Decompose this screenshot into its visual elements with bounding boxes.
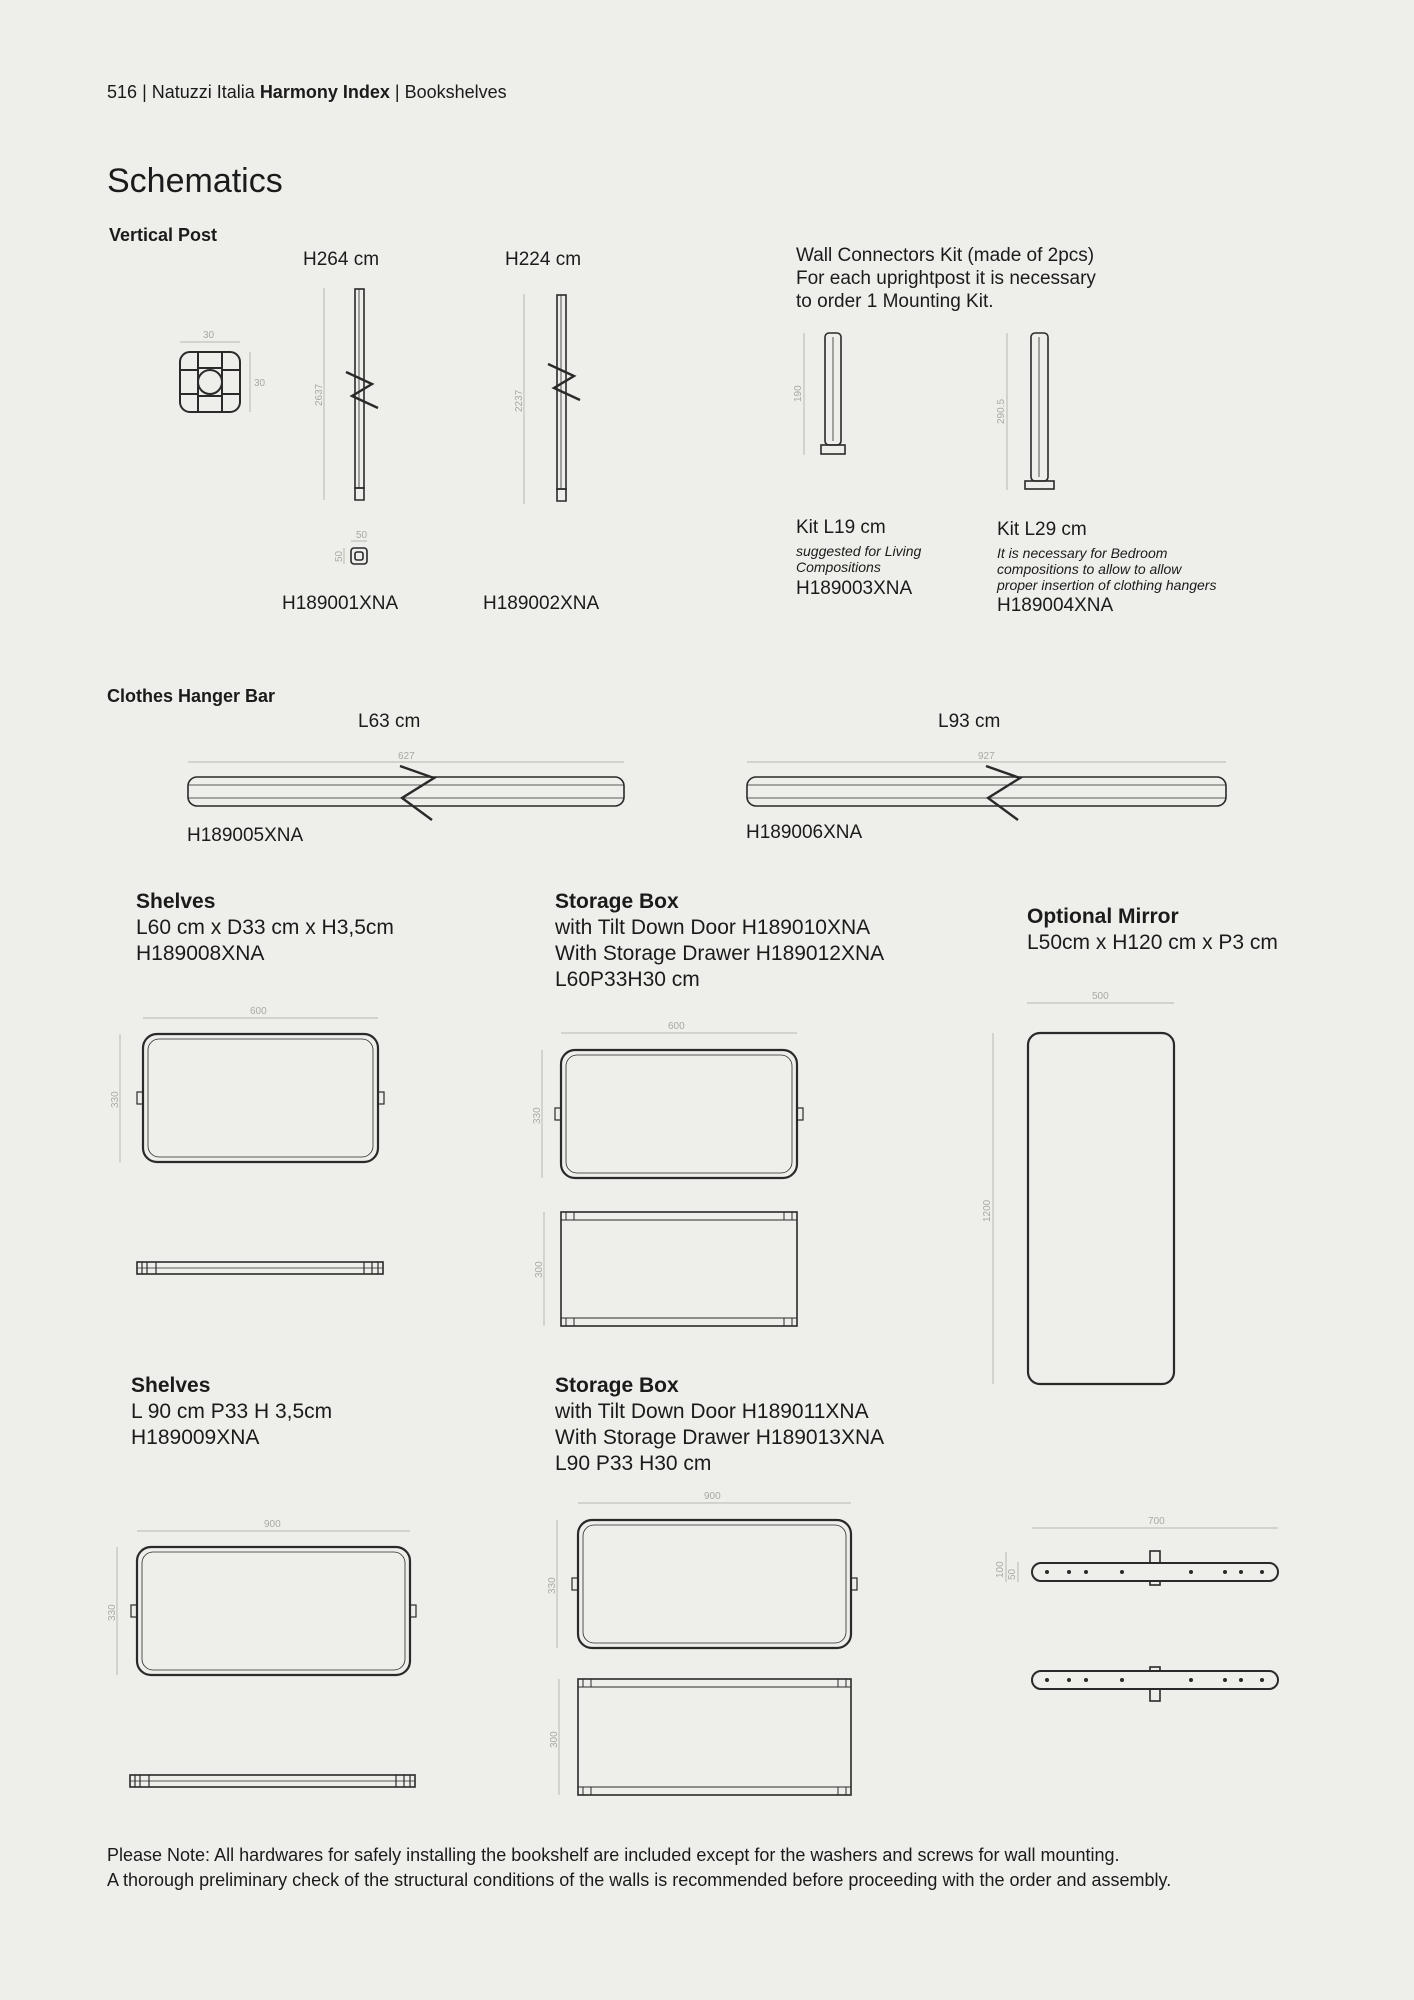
storage-60-top-drawing	[532, 1021, 803, 1178]
bracket-w-dim: 700	[1148, 1516, 1165, 1527]
kit-l29-dim: 290.5	[996, 398, 1007, 424]
post-b-drawing	[514, 294, 580, 504]
shelf-90-d-dim: 330	[107, 1604, 118, 1621]
kit-l19-drawing	[793, 333, 845, 455]
post-a-code: H189001XNA	[282, 593, 399, 614]
foot-w-dim: 50	[356, 530, 368, 541]
storage-90-h-dim: 300	[549, 1731, 560, 1748]
bar-b-drawing	[747, 751, 1226, 820]
mirror-bracket-bottom-drawing	[1032, 1667, 1278, 1701]
mirror-h-dim: 1200	[982, 1199, 993, 1222]
bar-a-code: H189005XNA	[187, 825, 304, 846]
storage-90-d-dim: 330	[547, 1577, 558, 1594]
shelves-90-info: Shelves L 90 cm P33 H 3,5cm H189009XNA	[131, 1374, 333, 1449]
post-b-dim: 2237	[514, 389, 525, 412]
installation-note: Please Note: All hardwares for safely installing the bookshelf are included except for the washers and screws for wall mounting. A thorough preliminary check of the structural conditions of the walls is recommended before proceeding with the order and assembly.	[107, 1845, 1172, 1890]
profile-h-dim: 30	[254, 378, 266, 389]
post-a-height: H264 cm	[303, 249, 380, 270]
storage-60-front-drawing	[534, 1212, 797, 1326]
shelf-60-w-dim: 600	[250, 1006, 267, 1017]
mirror-bracket-top-drawing	[995, 1516, 1278, 1585]
profile-w-dim: 30	[203, 330, 215, 341]
post-b-code: H189002XNA	[483, 593, 600, 614]
storage-90-info: Storage Box with Tilt Down Door H189011XNA With Storage Drawer H189013XNA L90 P33 H30 cm	[555, 1374, 885, 1475]
shelf-60-top-drawing	[110, 1006, 384, 1162]
kit-l19-info: Kit L19 cm suggested for Living Compositions H189003XNA	[796, 517, 922, 599]
foot-h-dim: 50	[334, 550, 345, 562]
storage-90-front-drawing	[549, 1679, 851, 1795]
category-name: Bookshelves	[404, 82, 507, 102]
storage-90-w-dim: 900	[704, 1491, 721, 1502]
storage-60-info: Storage Box with Tilt Down Door H189010XNA With Storage Drawer H189012XNA L60P33H30 cm	[555, 890, 885, 991]
page-title: Schematics	[107, 162, 283, 200]
mirror-info: Optional Mirror L50cm x H120 cm x P3 cm	[1027, 905, 1278, 954]
storage-60-d-dim: 330	[532, 1107, 543, 1124]
page-header: 516 | Natuzzi Italia Harmony Index | Bookshelves	[107, 82, 507, 102]
bar-b-dim: 927	[978, 751, 995, 762]
shelf-90-side-drawing	[130, 1775, 415, 1787]
index-name: Harmony Index	[259, 82, 390, 102]
bar-a-dim: 627	[398, 751, 415, 762]
bracket-h-dim: 100	[995, 1561, 1006, 1578]
hanger-bar-label: Clothes Hanger Bar	[107, 686, 276, 706]
mirror-drawing	[982, 991, 1174, 1384]
bar-b-length: L93 cm	[938, 711, 1001, 732]
storage-60-h-dim: 300	[534, 1261, 545, 1278]
post-profile-drawing	[180, 330, 266, 412]
kit-l29-drawing	[996, 333, 1054, 490]
shelf-60-d-dim: 330	[110, 1091, 121, 1108]
post-b-height: H224 cm	[505, 249, 582, 270]
storage-60-w-dim: 600	[668, 1021, 685, 1032]
mirror-w-dim: 500	[1092, 991, 1109, 1002]
post-a-dim: 2637	[314, 383, 325, 406]
page-number: 516	[107, 82, 138, 102]
bar-a-drawing	[188, 751, 624, 820]
storage-90-top-drawing	[547, 1491, 857, 1648]
kit-l29-info: Kit L29 cm It is necessary for Bedroom compositions to allow to allow proper insertion of clothing hangers H189004XNA	[997, 519, 1217, 616]
shelf-60-side-drawing	[137, 1262, 383, 1274]
wall-kit-description: Wall Connectors Kit (made of 2pcs) For each uprightpost it is necessary to order 1 Mounting Kit.	[796, 245, 1096, 312]
brand-name: Natuzzi Italia	[151, 82, 255, 102]
shelf-90-top-drawing	[107, 1519, 416, 1675]
kit-l19-dim: 190	[793, 385, 804, 402]
post-a-drawing	[314, 288, 378, 564]
shelves-60-info: Shelves L60 cm x D33 cm x H3,5cm H189008XNA	[136, 890, 394, 965]
bar-a-length: L63 cm	[358, 711, 421, 732]
vertical-post-label: Vertical Post	[109, 225, 218, 245]
shelf-90-w-dim: 900	[264, 1519, 281, 1530]
bar-b-code: H189006XNA	[746, 822, 863, 843]
bracket-h2-dim: 50	[1007, 1568, 1018, 1580]
